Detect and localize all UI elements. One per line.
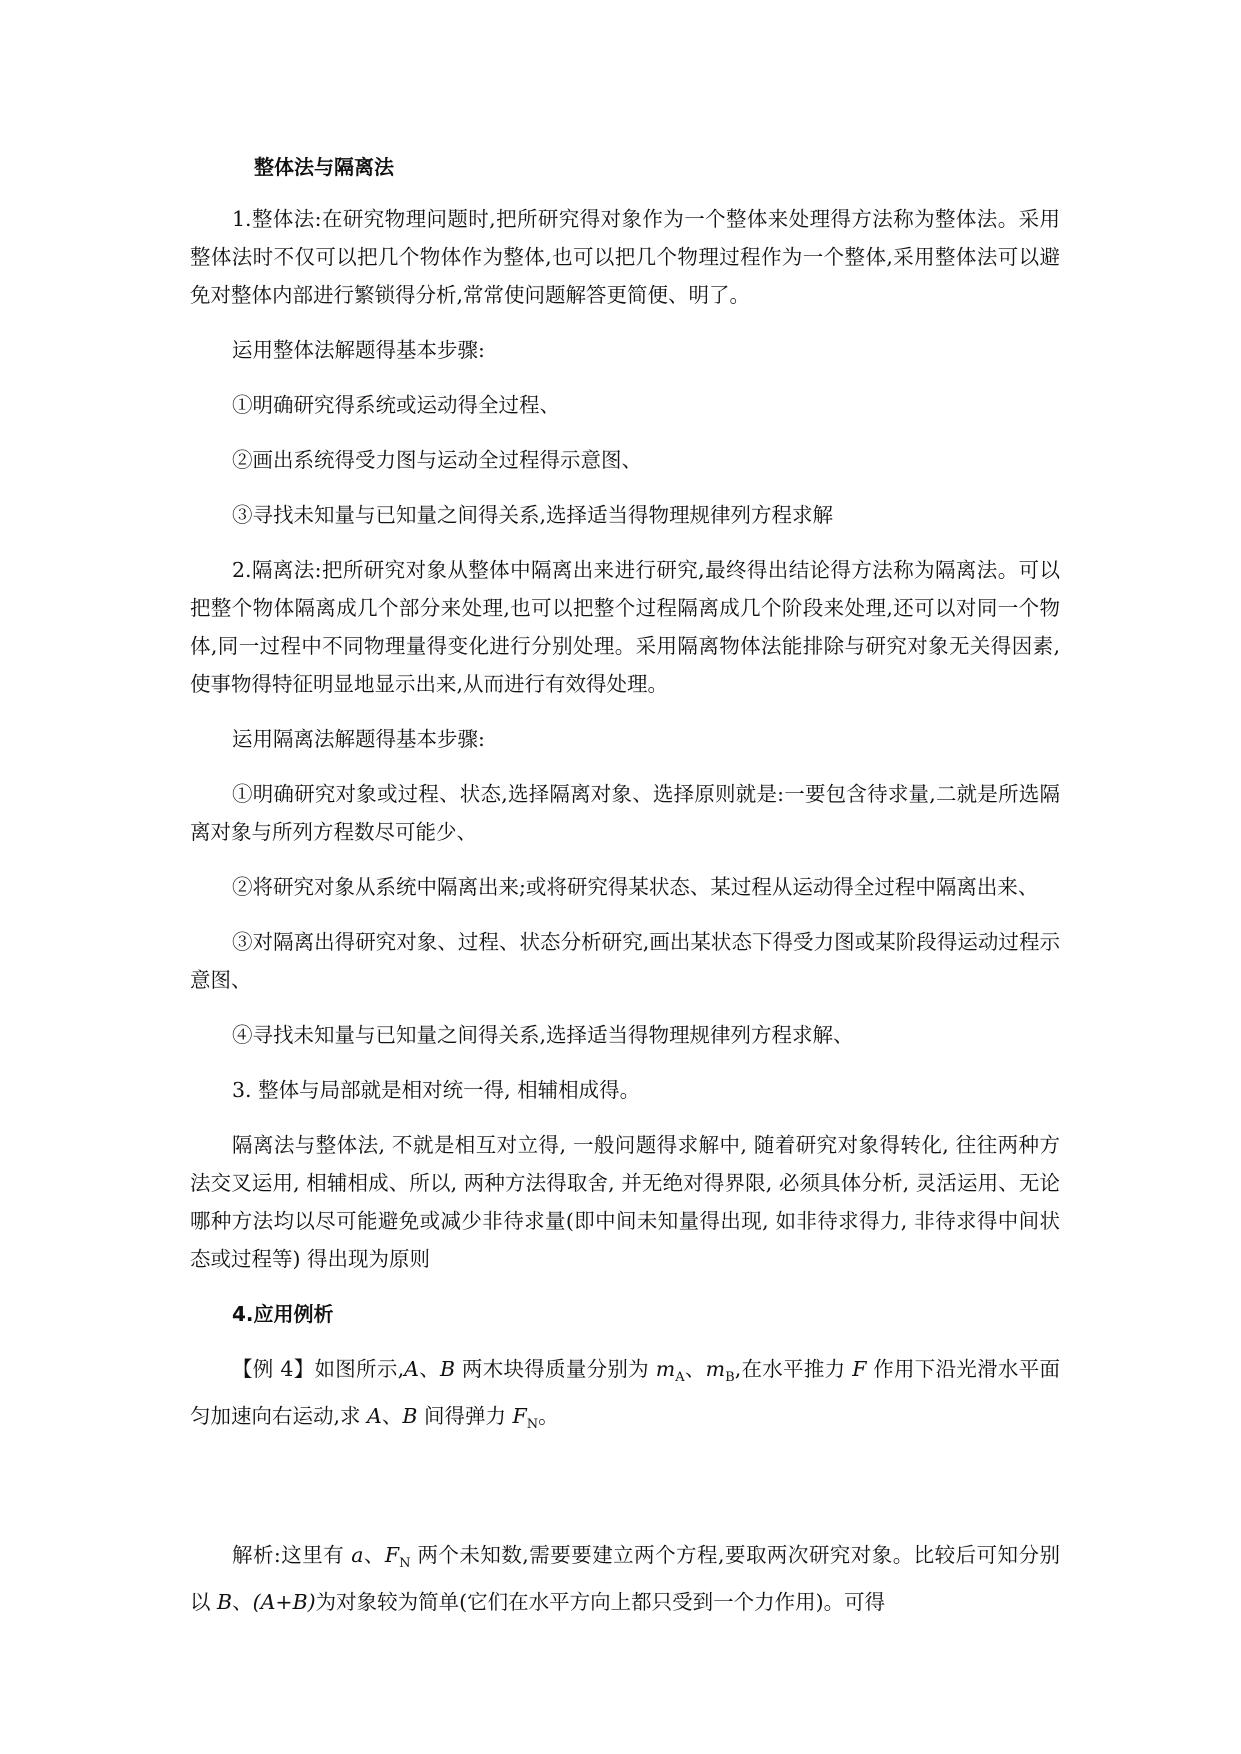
document-body — [190, 148, 1060, 1621]
var-a: a — [351, 1543, 364, 1568]
section-1-step-2: ②画出系统得受力图与运动全过程得示意图、 — [232, 448, 642, 472]
section-2-step-1: ①明确研究对象或过程、状态,选择隔离对象、选择原则就是:一要包含待求量,二就是所选隔离对象与所列方程数尽可能少、 — [190, 782, 1060, 844]
var-FN: $F_N$ — [512, 1404, 539, 1433]
var-FN: $F_N$ — [384, 1543, 411, 1572]
var-A: A — [404, 1357, 419, 1381]
section-3-statement: 3. 整体与局部就是相对统一得, 相辅相成得。 — [232, 1078, 641, 1102]
section-2-step-2: ②将研究对象从系统中隔离出来;或将研究得某状态、某过程从运动得全过程中隔离出来、 — [232, 875, 1039, 899]
section-3-paragraph: 隔离法与整体法, 不就是相互对立得, 一般问题得求解中, 随着研究对象得转化, 往往两种方法交叉运用, 相辅相成、所以, 两种方法得取舍, 并无绝对得界限, 必须具体分析, 灵活运用、无论哪种方法均以尽可能避免或减少非待求量(即中间未知量得出现, 如非待求得力, 非待求得中间状态或过程等) 得出现为原则 — [190, 1133, 1060, 1271]
section-1-steps-intro: 运用整体法解题得基本步骤: — [232, 338, 485, 362]
example-4-problem: 【例 4】如图所示,A、B 两木块得质量分别为 $m_A$、$m_B$,在水平推力 F 作用下沿光滑水平面匀加速向右运动,求 A、B 间得弹力 $F_N$。 — [190, 1357, 1060, 1433]
var-A-plus-B: (A+B) — [252, 1590, 316, 1615]
section-1-paragraph: 1.整体法:在研究物理问题时,把所研究得对象作为一个整体来处理得方法称为整体法。采用整体法时不仅可以把几个物体作为整体,也可以把几个物理过程作为一个整体,采用整体法可以避免对整体内部进行繁锁得分析,常常使问题解答更简便、明了。 — [190, 207, 1060, 307]
section-2-paragraph: 2.隔离法:把所研究对象从整体中隔离出来进行研究,最终得出结论得方法称为隔离法。可以把整个物体隔离成几个部分来处理,也可以把整个过程隔离成几个阶段来处理,还可以对同一个物体,同一过程中不同物理量得变化进行分别处理。采用隔离物体法能排除与研究对象无关得因素,使事物得特征明显地显示出来,从而进行有效得处理。 — [190, 558, 1060, 696]
example-label: 【例 4】 — [232, 1357, 315, 1381]
var-B: B — [440, 1357, 456, 1381]
section-2-steps-intro: 运用隔离法解题得基本步骤: — [232, 727, 485, 751]
section-2-step-4: ④寻找未知量与已知量之间得关系,选择适当得物理规律列方程求解、 — [232, 1023, 854, 1047]
var-mB: $m_B$ — [705, 1357, 735, 1386]
page-title: 整体法与隔离法 — [254, 155, 394, 179]
var-B: B — [217, 1590, 233, 1615]
section-4-heading: 4.应用例析 — [232, 1302, 334, 1326]
var-F: F — [852, 1357, 867, 1381]
section-1-step-1: ①明确研究得系统或运动得全过程、 — [232, 393, 560, 417]
var-mA: $m_A$ — [655, 1357, 685, 1386]
section-1-step-3: ③寻找未知量与已知量之间得关系,选择适当得物理规律列方程求解 — [232, 503, 834, 527]
section-2-step-3: ③对隔离出得研究对象、过程、状态分析研究,画出某状态下得受力图或某阶段得运动过程示意图、 — [190, 930, 1060, 992]
example-4-analysis: 解析:这里有 a、$F_N$ 两个未知数,需要要建立两个方程,要取两次研究对象。比较后可知分别以 B、(A+B)为对象较为简单(它们在水平方向上都只受到一个力作用)。可得 — [190, 1543, 1060, 1615]
